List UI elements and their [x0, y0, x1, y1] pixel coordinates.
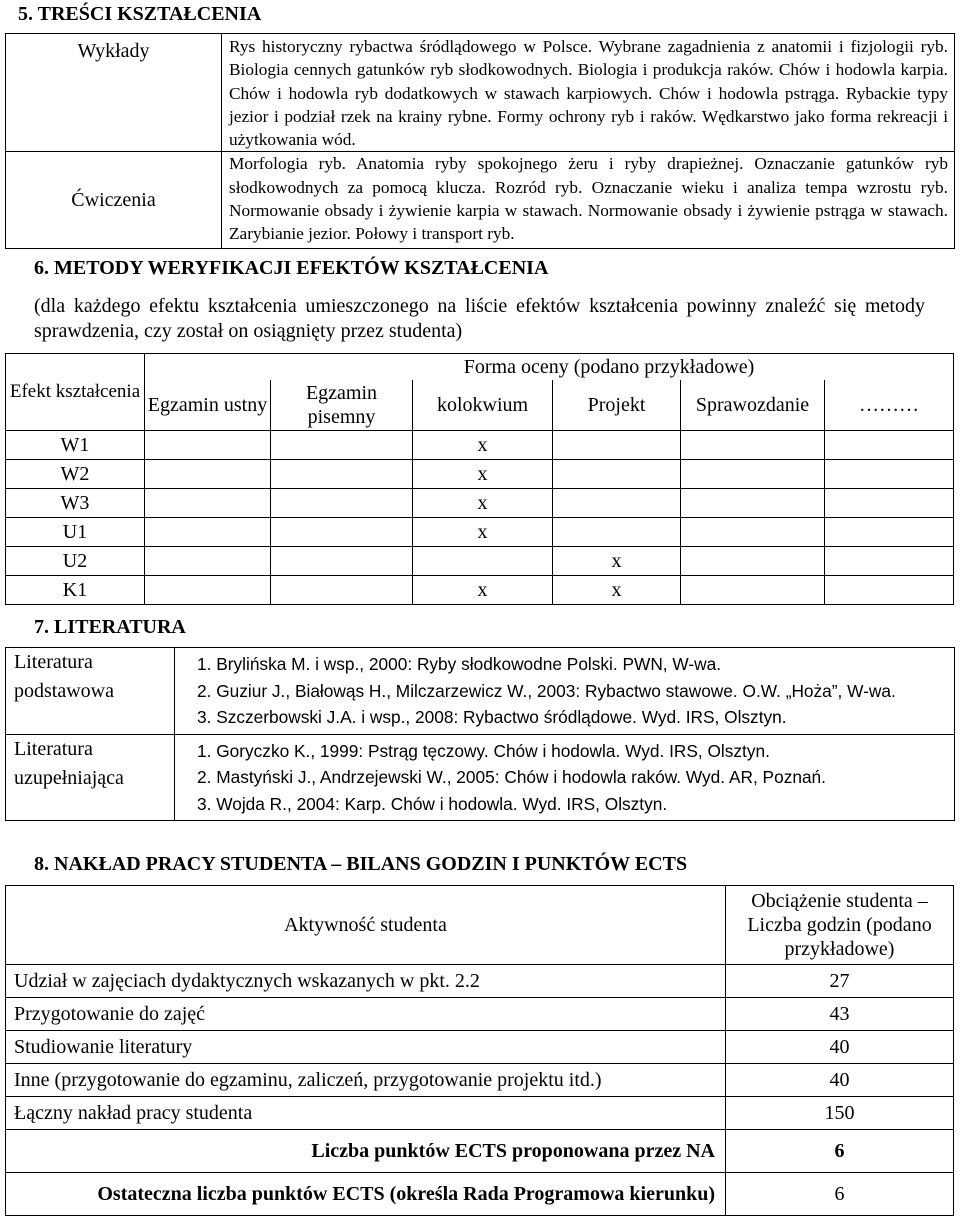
literature-basic-list — [175, 648, 955, 735]
table-row — [6, 518, 954, 547]
activity-label: Inne (przygotowanie do egzaminu, zaliczeń, przygotowanie projektu itd.) — [6, 1064, 726, 1097]
section7-heading: 7. LITERATURA — [34, 616, 186, 638]
table-row — [6, 460, 954, 489]
col-header-written-exam: Egzamin pisemny — [271, 380, 413, 431]
mark-cell: x — [413, 489, 553, 518]
activity-label: Studiowanie literatury — [6, 1031, 726, 1064]
activity-label: Udział w zajęciach dydaktycznych wskazanych w pkt. 2.2 — [6, 965, 726, 998]
list-item: 2. Mastyński J., Andrzejewski W., 2005: Chów i hodowla raków. Wyd. AR, Poznań. — [197, 767, 826, 787]
list-item: 1. Brylińska M. i wsp., 2000: Ryby słodkowodne Polski. PWN, W-wa. — [197, 654, 722, 674]
table-row — [6, 34, 955, 152]
table-row — [6, 547, 954, 576]
mark-cell — [271, 547, 413, 576]
mark-cell — [145, 460, 271, 489]
mark-cell: x — [413, 460, 553, 489]
table-row — [6, 734, 955, 821]
hours-value: 40 — [726, 1064, 954, 1097]
mark-cell: x — [553, 547, 681, 576]
literature-table — [5, 647, 955, 821]
verification-methods-table — [5, 353, 954, 605]
mark-cell — [681, 576, 825, 605]
section8-heading: 8. NAKŁAD PRACY STUDENTA – BILANS GODZIN I PUNKTÓW ECTS — [34, 853, 688, 875]
table-row — [6, 576, 954, 605]
table-row — [6, 1031, 954, 1064]
literature-supplementary-label: Literatura uzupełniająca — [6, 734, 175, 821]
mark-cell — [271, 576, 413, 605]
mark-cell — [145, 431, 271, 460]
efekt-cell: W3 — [6, 489, 145, 518]
mark-cell — [825, 518, 954, 547]
row-label-exercises: Ćwiczenia — [6, 152, 222, 248]
table-row — [6, 648, 955, 735]
mark-cell — [681, 489, 825, 518]
ects-final-value: 6 — [726, 1173, 954, 1216]
mark-cell — [145, 547, 271, 576]
lectures-text: Rys historyczny rybactwa śródlądowego w Polsce. Wybrane zagadnienia z anatomii i fizjologii ryb. Biologia cennych gatunków ryb słodkowodnych. Biologia i produkcja raków. Chów i hodowla karpia. Chów i hodowla ryb dodatkowych w stawach karpiowych. Chów i hodowla pstrąga. Rybackie typy jezior i podział rzek na krainy rybne. Formy ochrony ryb i raków. Wędkarstwo jako forma rekreacji i użytkowania wód. — [222, 34, 955, 152]
efekt-cell: W1 — [6, 431, 145, 460]
table-header-row — [6, 380, 954, 431]
activity-label: Przygotowanie do zajęć — [6, 998, 726, 1031]
literature-supplementary-list — [175, 734, 955, 821]
ects-final-label: Ostateczna liczba punktów ECTS (określa Rada Programowa kierunku) — [6, 1173, 726, 1216]
literature-basic-label: Literatura podstawowa — [6, 648, 175, 735]
efekt-cell: K1 — [6, 576, 145, 605]
row-label-lectures: Wykłady — [6, 34, 222, 152]
workload-table — [5, 885, 954, 1216]
mark-cell — [271, 431, 413, 460]
section6-intro: (dla każdego efektu kształcenia umieszczonego na liście efektów kształcenia powinny znaleźć się metody sprawdzenia, czy został on osiągnięty przez studenta) — [34, 295, 925, 342]
table-row — [6, 1097, 954, 1130]
efekt-cell: U1 — [6, 518, 145, 547]
mark-cell: x — [553, 576, 681, 605]
col-header-activity: Aktywność studenta — [6, 886, 726, 965]
col-header-colloquium: kolokwium — [413, 380, 553, 431]
mark-cell — [681, 518, 825, 547]
table-row — [6, 1130, 954, 1173]
list-item: 3. Szczerbowski J.A. i wsp., 2008: Rybactwo śródlądowe. Wyd. IRS, Olsztyn. — [197, 707, 787, 727]
col-header-oral-exam: Egzamin ustny — [145, 380, 271, 431]
mark-cell — [145, 489, 271, 518]
mark-cell — [553, 489, 681, 518]
mark-cell: x — [413, 518, 553, 547]
mark-cell — [825, 489, 954, 518]
mark-cell — [553, 460, 681, 489]
mark-cell: x — [413, 576, 553, 605]
section5-heading: 5. TREŚCI KSZTAŁCENIA — [18, 3, 262, 25]
mark-cell — [825, 431, 954, 460]
mark-cell — [271, 460, 413, 489]
mark-cell — [271, 489, 413, 518]
mark-cell — [681, 547, 825, 576]
mark-cell — [271, 518, 413, 547]
col-header-other: ……… — [825, 380, 954, 431]
mark-cell — [825, 576, 954, 605]
mark-cell — [413, 547, 553, 576]
table-row — [6, 965, 954, 998]
ects-proposed-label: Liczba punktów ECTS proponowana przez NA — [6, 1130, 726, 1173]
hours-value: 150 — [726, 1097, 954, 1130]
forma-header: Forma oceny (podano przykładowe) — [145, 354, 954, 381]
efekt-cell: U2 — [6, 547, 145, 576]
list-item: 1. Goryczko K., 1999: Pstrąg tęczowy. Chów i hodowla. Wyd. IRS, Olsztyn. — [197, 740, 770, 761]
col-header-report: Sprawozdanie — [681, 380, 825, 431]
table-row — [6, 1173, 954, 1216]
col-header-project: Projekt — [553, 380, 681, 431]
table-row — [6, 152, 955, 248]
list-item: 2. Guziur J., Białowąs H., Milczarzewicz W., 2003: Rybactwo stawowe. O.W. „Hoża”, W-wa. — [197, 680, 896, 701]
table-header-row — [6, 886, 954, 965]
hours-value: 27 — [726, 965, 954, 998]
mark-cell — [681, 460, 825, 489]
mark-cell — [825, 460, 954, 489]
mark-cell — [681, 431, 825, 460]
mark-cell — [553, 518, 681, 547]
activity-label: Łączny nakład pracy studenta — [6, 1097, 726, 1130]
hours-value: 43 — [726, 998, 954, 1031]
table-row — [6, 1064, 954, 1097]
mark-cell — [145, 518, 271, 547]
course-content-table — [5, 33, 955, 249]
ects-proposed-value: 6 — [726, 1130, 954, 1173]
efekt-cell: W2 — [6, 460, 145, 489]
mark-cell — [145, 576, 271, 605]
exercises-text: Morfologia ryb. Anatomia ryby spokojnego żeru i ryby drapieżnej. Oznaczanie gatunków ryb słodkowodnych za pomocą klucza. Rozród ryb. Oznaczanie wieku i analiza tempa wzrostu ryb. Normowanie obsady i żywienie karpia w stawach. Normowanie obsady i żywienie pstrąga w stawach. Zarybianie jezior. Połowy i transport ryb. — [222, 152, 955, 248]
hours-value: 40 — [726, 1031, 954, 1064]
table-row — [6, 998, 954, 1031]
mark-cell — [825, 547, 954, 576]
table-row — [6, 489, 954, 518]
table-row — [6, 431, 954, 460]
mark-cell: x — [413, 431, 553, 460]
section6-heading: 6. METODY WERYFIKACJI EFEKTÓW KSZTAŁCENIA — [34, 257, 549, 279]
table-header-row — [6, 354, 954, 381]
efekt-header: Efekt kształcenia — [6, 354, 145, 431]
list-item: 3. Wojda R., 2004: Karp. Chów i hodowla. Wyd. IRS, Olsztyn. — [197, 793, 668, 814]
mark-cell — [553, 431, 681, 460]
col-header-hours: Obciążenie studenta – Liczba godzin (podano przykładowe) — [726, 886, 954, 965]
